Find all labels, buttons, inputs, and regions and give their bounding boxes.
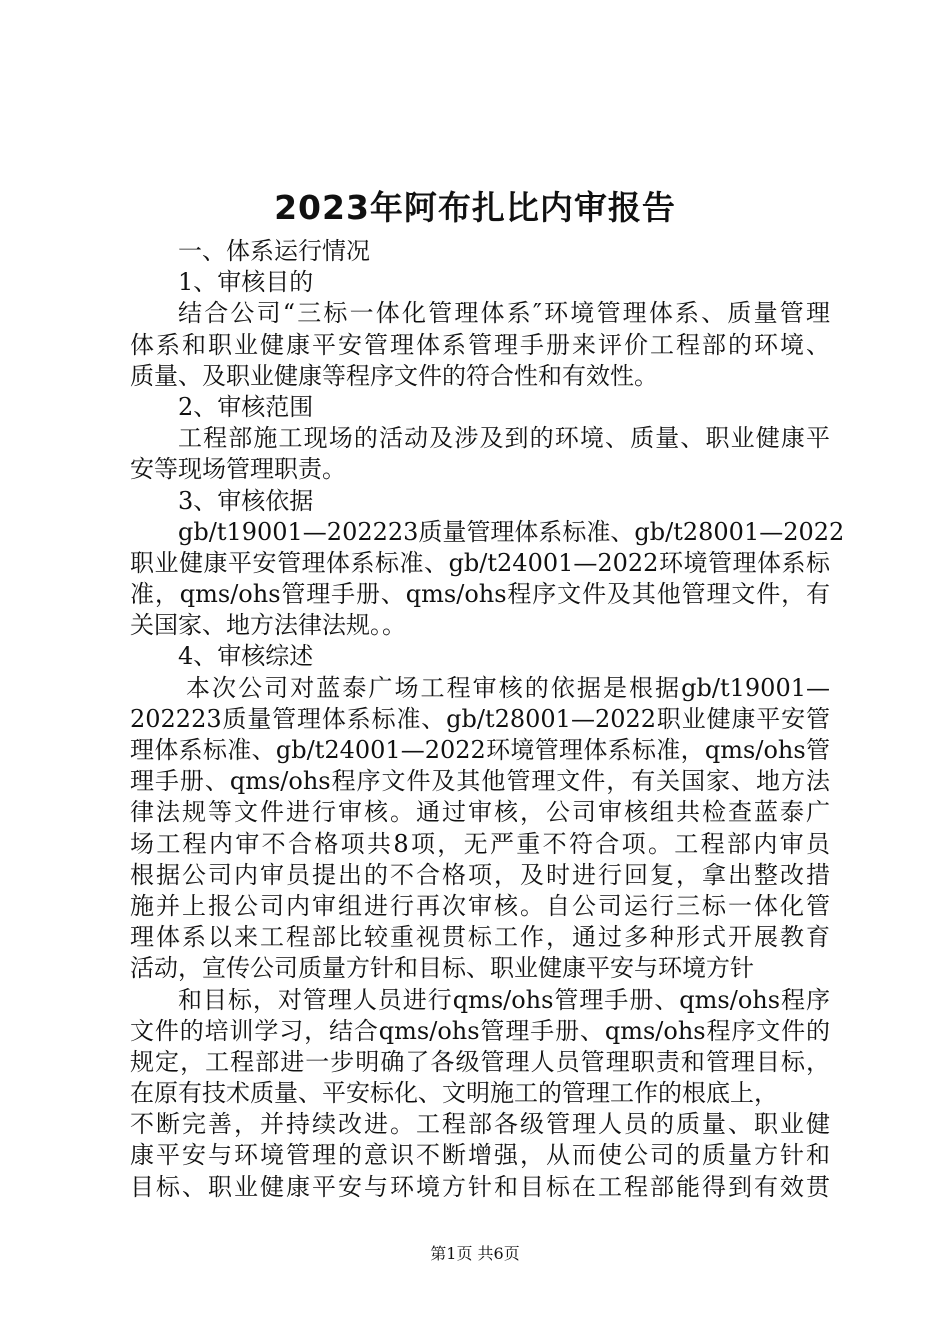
paragraph-line: 在原有技术质量、平安标化、文明施工的管理工作的根底上， [130, 1079, 778, 1108]
paragraph-line: 理体系以来工程部比较重视贯标工作，通过多种形式开展教育 [130, 923, 830, 952]
paragraph-line: 安等现场管理职责。 [130, 455, 346, 484]
paragraph-line: 和目标，对管理人员进行qms/ohs管理手册、qms/ohs程序 [178, 985, 830, 1014]
paragraph-line: 体系和职业健康平安管理体系管理手册来评价工程部的环境、 [130, 330, 830, 359]
page-title: 2023年阿布扎比内审报告 [274, 188, 676, 227]
subsection-heading: 3、审核依据 [178, 486, 314, 515]
paragraph-line: 不断完善，并持续改进。工程部各级管理人员的质量、职业健 [130, 1110, 830, 1139]
paragraph-line: 关国家、地方法律法规。。 [130, 611, 406, 640]
paragraph-line: 律法规等文件进行审核。通过审核，公司审核组共检查蓝泰广 [130, 798, 830, 827]
paragraph-line: gb/t19001—202223质量管理体系标准、gb/t28001—2022 [178, 517, 845, 546]
section-heading: 一、体系运行情况 [178, 237, 370, 265]
document-body [130, 236, 845, 1203]
paragraph-line: 根据公司内审员提出的不合格项，及时进行回复，拿出整改措 [130, 860, 830, 889]
paragraph-line: 规定，工程部进一步明确了各级管理人员管理职责和管理目标， [130, 1047, 830, 1076]
paragraph-line: 质量、及职业健康等程序文件的符合性和有效性。 [130, 361, 658, 390]
paragraph-line: 本次公司对蓝泰广场工程审核的依据是根据gb/t19001— [186, 673, 830, 702]
paragraph-line: 文件的培训学习，结合qms/ohs管理手册、qms/ohs程序文件的 [130, 1016, 830, 1045]
paragraph-line: 理手册、qms/ohs程序文件及其他管理文件，有关国家、地方法 [130, 767, 830, 796]
paragraph-line: 康平安与环境管理的意识不断增强，从而使公司的质量方针和 [130, 1141, 830, 1170]
paragraph-line: 目标、职业健康平安与环境方针和目标在工程部能得到有效贯 [130, 1172, 830, 1201]
paragraph-line: 准，qms/ohs管理手册、qms/ohs程序文件及其他管理文件，有 [130, 580, 830, 609]
subsection-heading: 4、审核综述 [178, 642, 314, 671]
paragraph-line: 202223质量管理体系标准、gb/t28001—2022职业健康平安管 [130, 704, 830, 733]
subsection-heading: 1、审核目的 [178, 268, 314, 297]
paragraph-line: 活动，宣传公司质量方针和目标、职业健康平安与环境方针 [130, 954, 754, 983]
paragraph-line: 场工程内审不合格项共8项，无严重不符合项。工程部内审员 [130, 829, 830, 858]
subsection-heading: 2、审核范围 [178, 392, 314, 421]
page-number: 第1页 共6页 [430, 1244, 520, 1263]
paragraph-line: 结合公司“三标一体化管理体系″环境管理体系、质量管理 [178, 299, 830, 328]
paragraph-line: 工程部施工现场的活动及涉及到的环境、质量、职业健康平 [178, 424, 830, 453]
paragraph-line: 职业健康平安管理体系标准、gb/t24001—2022环境管理体系标 [130, 548, 830, 577]
paragraph-line: 施并上报公司内审组进行再次审核。自公司运行三标一体化管 [130, 891, 830, 920]
paragraph-line: 理体系标准、gb/t24001—2022环境管理体系标准，qms/ohs管 [130, 736, 830, 764]
